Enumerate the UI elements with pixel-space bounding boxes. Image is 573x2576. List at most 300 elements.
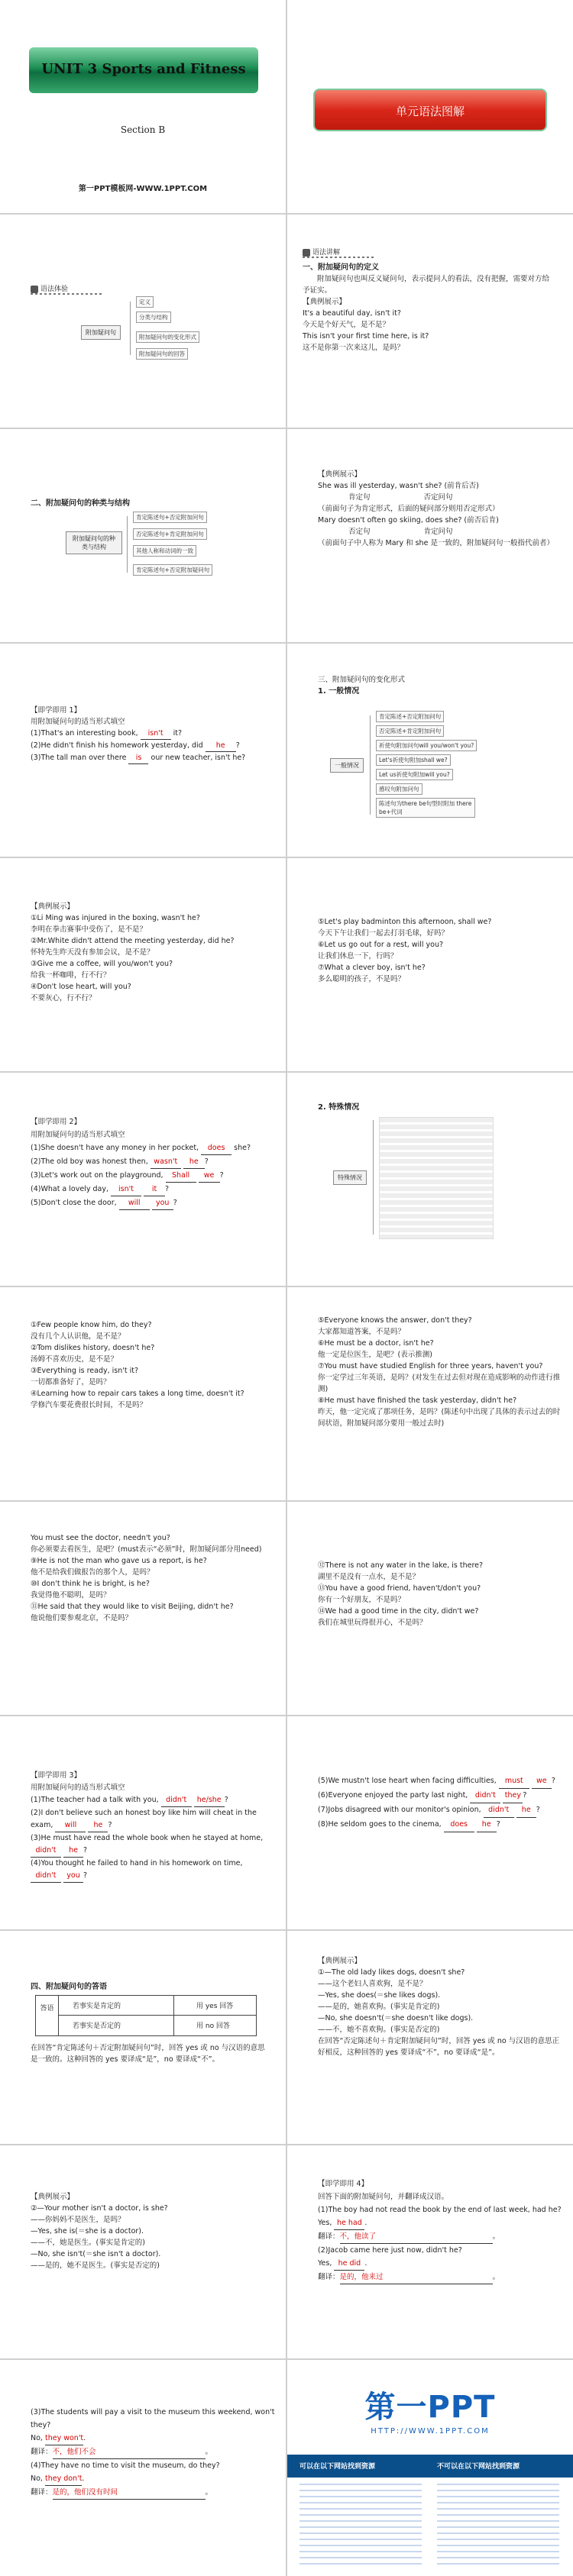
translation-line [318,2271,562,2284]
band-title: 不可以在以下网站找到资源 [437,2463,520,2471]
link-list [437,2484,559,2566]
definition-block [303,262,553,353]
example-en: She was ill yesterday, wasn't she? (前肯后否) [318,482,479,490]
q-text: (3)He must have read the whole book when he stayed at home, [31,1834,264,1842]
example-en: ①Few people know him, do they? [31,1321,152,1329]
example-en: —No, she isn't(＝she isn't a doctor). [31,2250,161,2258]
example-cn: 我觉得他不聪明，是吗？ [31,1591,111,1600]
answer: wasn't [151,1155,181,1169]
example-cn: 你一定学过三年英语，是吗？(对发生在过去但对现在造成影响的动作进行推测) [318,1374,561,1393]
translation-line [31,2486,275,2500]
band-title: 可以在以下网站找到资源 [299,2463,376,2471]
example-cn: 不要灰心，行不行？ [31,994,96,1002]
answer: he [63,1845,83,1858]
label-row [318,526,558,537]
square-icon [31,286,38,293]
info-band [287,2455,573,2478]
answer: didn't [484,1803,514,1818]
mindmap-node: 祈使句附加问句will you/won't you? [376,740,477,751]
q-text: 翻译： [31,2448,53,2456]
special-cases-diagram [379,1117,494,1239]
example-cn: 他一定是位医生，是吧？(表示推测) [318,1351,432,1359]
mindmap-center: 特殊情况 [333,1170,367,1185]
answer-table [35,1995,257,2036]
exercise-prompt: 用附加疑问句的适当形式填空 [31,718,125,726]
q-text: 翻译： [31,2488,53,2497]
example-cn: ——不，她是医生。(事实是肯定的) [31,2239,145,2247]
answer-line [318,2216,562,2230]
answer: he [183,1155,205,1169]
example-en: ②—Your mother isn't a doctor, is she? [31,2204,168,2213]
answer: Shall [166,1169,196,1183]
q-text: ? [108,1821,112,1829]
answer: they won't [45,2432,83,2445]
mindmap-node: 感叹句附加问句 [376,783,422,795]
heading: 三、附加疑问句的变化形式 [318,676,406,684]
answer: isn't [111,1183,141,1196]
example-en: ⑧He must have finished the task yesterday, didn't he? [318,1396,517,1405]
answer: 是的，他们没有时间 [53,2486,206,2500]
example-cn: 学修汽车要花费很长时间，不是吗？ [31,1401,147,1409]
table-cell: 用 no 回答 [196,2022,230,2030]
example-block [318,1315,562,1429]
mindmap-node: 附加疑问句的回答 [136,348,188,360]
q-text: ? [224,1796,228,1804]
example-en: ⑨He is not the man who gave us a report, is he? [31,1557,207,1565]
slide-general-forms [287,644,573,857]
slide-special-examples [0,1287,286,1500]
question [31,740,270,752]
question [31,1858,275,1883]
exercise-tag: 【即学即用 1】 [31,706,82,715]
answer: does [201,1141,231,1155]
mindmap-branch [127,516,128,573]
example-cn: 今天是个好天气，是不是？ [303,321,390,329]
slide-example-forms [0,858,286,1071]
example-en: ①—The old lady likes dogs, doesn't she? [318,1968,465,1977]
q-text: she? [234,1144,251,1152]
q-text: (8)He seldom goes to the cinema, [318,1820,442,1829]
slide-example-types [287,429,573,642]
q-text: it? [173,729,183,738]
answer: you [63,1870,83,1883]
slide-special-cases [287,1073,573,1286]
answer: he/she [194,1794,225,1807]
example-en: ⑤Let's play badminton this afternoon, shall we? [318,918,492,926]
example-en: ⑬You have a good friend, haven't/don't you? [318,1584,481,1593]
mindmap-center: 附加疑问句 [81,325,121,340]
example-en: ⑦You must have studied English for three years, haven't you? [318,1362,543,1370]
slide-special-examples-4 [287,1502,573,1715]
slide-example-forms-2 [287,858,573,1071]
example-cn: 大家都知道答案，不是吗？ [318,1328,406,1336]
example-en: ⑭We had a good time in the city, didn't we? [318,1607,479,1616]
example-cn: 怀特先生昨天没有参加会议，是不是？ [31,948,154,957]
example-tag: 【典例展示】 [31,2193,75,2201]
translation-line [31,2445,275,2459]
mindmap-node: 其他人称和动词的一致 [133,545,196,557]
slide-answer-example-2 [0,2145,286,2358]
example-cn: 昨天，他一定完成了那项任务，是吗？(陈述句中出现了具体的表示过去的时间状语，附加疑问部分要用一般过去时) [318,1408,561,1428]
table-cell: 用 yes 回答 [196,2003,234,2010]
slide-exercise-3 [0,1716,286,1929]
question [318,1803,562,1818]
answer: is [128,752,148,764]
mindmap-center: 一般情况 [330,758,364,773]
slide-exercise-2 [0,1073,286,1286]
square-icon [303,249,310,257]
example-en: This isn't your first time here, is it? [303,332,429,341]
question [31,1807,275,1832]
heading-block [318,674,405,697]
mindmap-node: 否定陈述句+肯定附加问句 [133,528,207,540]
example-cn: 他不是给我们做报告的那个人，是吗？ [31,1568,154,1577]
mindmap-node: Let's祈使句附加shall we? [376,754,451,766]
q-text: our new teacher, isn't he? [151,754,246,762]
banner-text: 单元语法图解 [395,105,465,118]
note-text: 在回答“肯定陈述句＋否定附加疑问句”时，回答 yes 或 no 与汉语的意思是一致的。这种回答的 yes 要译成“是”，no 要译成“不”。 [31,2044,265,2064]
heading: 2. 特殊情况 [318,1103,360,1112]
example-cn: （前面句子为肯定形式，后面的疑问部分则用否定形式） [318,505,500,513]
q-text: (2)I don't believe such an honest boy like him will cheat in the exam, [31,1809,257,1829]
mindmap-node: 附加疑问句的变化形式 [136,331,199,343]
example-cn: 多么聪明的孩子，不是吗？ [318,975,406,983]
question [31,1169,272,1183]
answer: they [503,1789,523,1803]
example-cn: 你有一个好朋友，不是吗？ [318,1596,406,1604]
table-cell: 若事实是否定的 [73,2022,121,2030]
q-text: ? [551,1777,555,1785]
exercise-tag: 【即学即用 3】 [31,1771,82,1780]
q-text: 。 [205,2488,213,2497]
exercise-block [31,705,270,764]
answer: he [88,1819,108,1832]
q-text: Yes, [318,2219,332,2227]
example-tag: 【典例展示】 [318,1957,362,1965]
example-en: ①Li Ming was injured in the boxing, wasn't he? [31,914,200,922]
example-en: ⑪He said that they would like to visit Beijing, didn't he? [31,1603,234,1611]
answer: will [119,1196,150,1210]
q-text: ? [204,1157,209,1166]
mindmap-branch [373,1120,374,1235]
example-cn: 今天下午让我们一起去打羽毛球，好吗？ [318,929,449,938]
section-tag [31,283,68,293]
answer: he [516,1803,536,1818]
slide-definition [287,215,573,428]
example-tag: 【典例展示】 [303,298,347,306]
q-text: (5)Don't close the door, [31,1199,117,1207]
example-cn: 汤姆不喜欢历史，是不是？ [31,1355,118,1364]
answer: we [532,1774,552,1789]
table-cell: 若事实是肯定的 [73,2003,121,2010]
exercise-block [318,1774,562,1832]
example-en: —Yes, she does(＝she likes dogs). [318,1991,441,2000]
answer: didn't [31,1870,61,1883]
mindmap-node: 肯定陈述+否定附加问句 [376,711,444,722]
question [31,752,270,764]
q-text: (3)The tall man over there [31,754,127,762]
q-text: 翻译： [318,2273,340,2281]
slide-exercise-1 [0,644,286,857]
title-banner [29,47,258,93]
answer: 不，他读了 [340,2230,493,2244]
question: (1)The boy had not read the book by the end of last week, had he? [318,2206,562,2214]
exercise-block [31,2406,275,2500]
unit-title: UNIT 3 Sports and Fitness [41,61,246,77]
label-affirm: 肯定句 [348,493,371,502]
section-label: Section B [120,124,166,135]
definition-text: 附加疑问句也叫反义疑问句，表示提问人的看法，没有把握，需要对方给予证实。 [303,275,550,295]
question: (3)The students will pay a visit to the museum this weekend, won't they? [31,2408,275,2429]
example-block [318,469,558,549]
question [31,1196,272,1210]
answer: you [152,1196,173,1210]
mindmap-branch [370,715,371,815]
answer: must [499,1774,529,1789]
question [31,1183,272,1196]
example-en: ⑦What a clever boy, isn't he? [318,964,426,972]
example-en: ②Mr.White didn't attend the meeting yesterday, did he? [31,937,235,945]
q-text: (3)Let's work out on the playground, [31,1171,163,1180]
example-cn: 让我们休息一下，行吗？ [318,952,398,960]
example-block [318,1955,562,2058]
subheading: 1. 一般情况 [318,687,360,696]
table-row [59,1996,256,2016]
answer: 不，他们不会 [53,2445,206,2459]
label-row [318,492,558,503]
q-text: ? [235,741,240,750]
q-text: ? [536,1806,540,1814]
link-list [299,2484,422,2566]
answer: isn't [141,728,171,740]
example-tag: 【典例展示】 [318,470,362,479]
q-text: ? [523,1791,527,1800]
heading: 四、附加疑问句的答语 [31,1983,107,1991]
example-cn: 他说他们要参观北京，不是吗？ [31,1614,133,1622]
example-en: It's a beautiful day, isn't it? [303,309,401,318]
example-en: ⑤Everyone knows the answer, don't they? [318,1316,472,1325]
slide-grammar-banner [287,0,573,213]
table-row [59,2016,256,2035]
example-block [318,1560,562,1629]
answer: does [444,1818,474,1832]
exercise-prompt: 回答下面的附加疑问句，并翻译成汉语。 [318,2193,449,2201]
question [31,1794,275,1807]
q-text: Yes, [318,2259,332,2268]
example-en: ④Learning how to repair cars takes a long time, doesn't it? [31,1390,244,1398]
mindmap-node: 定义 [136,296,154,308]
q-text: (4)What a lovely day, [31,1185,108,1193]
mindmap-node: 肯定陈述句+否定附加问句 [133,512,207,523]
example-cn: 你必须要去看医生，是吧？(must表示“必须”时，附加疑问部分用need) [31,1545,262,1554]
example-en: ⑥He must be a doctor, isn't he? [318,1339,434,1348]
question [31,1155,272,1169]
example-en: —Yes, she is(＝she is a doctor). [31,2227,144,2235]
slide-exercise-3b [287,1716,573,1929]
translation-line [318,2230,562,2244]
example-block [31,1319,275,1411]
exercise-block [31,1770,275,1883]
example-cn: 一切都准备好了，是吗？ [31,1378,111,1386]
answer: didn't [31,1845,61,1858]
section-tag [303,247,340,257]
example-en: ③Give me a coffee, will you/won't you? [31,960,173,968]
answer: didn't [470,1789,500,1803]
q-text: ? [173,1199,177,1207]
brand-logo: 第一PPT [364,2390,496,2425]
answer-line [318,2257,562,2271]
question [318,1789,562,1803]
mindmap-center: 附加疑问句的种类与结构 [66,531,122,554]
answer: didn't [161,1794,192,1807]
tag-label: 语法体验 [40,286,69,293]
answer: we [199,1169,220,1183]
answer: it [144,1183,165,1196]
example-cn: ——是的，她喜欢狗。(事实是肯定的) [318,2003,440,2011]
slide-brand [287,2360,573,2576]
example-cn: 这不是你第一次来这儿，是吗？ [303,344,405,352]
example-en: Mary doesn't often go skiing, does she? (前否后肯) [318,516,499,525]
slide-types [0,429,286,642]
example-cn: （前面句子中人称为 Mary 和 she 是一致的，附加疑问句一般指代前者） [318,539,554,547]
q-text: . [364,2259,367,2268]
slide-special-examples-3 [0,1502,286,1715]
q-text: (6)Everyone enjoyed the party last night, [318,1791,468,1800]
example-cn: 没有几个人认识他，是不是？ [31,1332,125,1341]
q-text: ? [165,1185,170,1193]
q-text: (1)That's an interesting book, [31,729,138,738]
divider [31,293,104,295]
q-text: ? [496,1820,500,1829]
q-text: (7)Jobs disagreed with our monitor's opinion, [318,1806,481,1814]
q-text: (1)The teacher had a talk with you, [31,1796,159,1804]
example-cn: 我们在城里玩得很开心，不是吗？ [318,1619,427,1627]
label-affirm-q: 肯定问句 [423,528,453,536]
note-text: 在回答“否定陈述句＋肯定附加疑问句”时，回答 yes 或 no 与汉语的意思正好相反，这种回答的 yes 要译成“不”，no 要译成“是”。 [318,2037,560,2057]
q-text: . [83,2434,86,2442]
mindmap-node: 分类与结构 [136,312,171,323]
q-text: 。 [492,2232,500,2241]
exercise-block [318,2177,562,2284]
exercise-prompt: 用附加疑问句的适当形式填空 [31,1131,125,1139]
q-text: (2)He didn't finish his homework yesterday, did [31,741,203,750]
q-text: 。 [492,2273,500,2281]
label-neg-q: 否定问句 [423,493,453,502]
mindmap-node: Let us祈使句附加will you? [376,769,453,780]
answer: he had [334,2216,364,2230]
watermark-text: 第一PPT模板网-WWW.1PPT.COM [78,185,208,193]
example-en: ⑩I don't think he is bright, is he? [31,1580,150,1588]
question [318,1774,562,1789]
mindmap-node: 陈述句为there be句型时附加 there be+代词 [376,798,475,818]
question [31,728,270,740]
example-block [31,2191,275,2271]
mindmap-node: 否定陈述+肯定附加问句 [376,725,444,737]
mindmap-branch [130,302,131,355]
q-text: (2)The old boy was honest then, [31,1157,148,1166]
slide-answer-example [287,1931,573,2144]
slide-title [0,0,286,213]
slide-exercise-4 [287,2145,573,2358]
example-cn: 给我一杯咖啡，行不行？ [31,971,111,980]
exercise-prompt: 用附加疑问句的适当形式填空 [31,1784,125,1792]
example-block [318,916,559,985]
question [31,1832,275,1858]
example-en: ④Don't lose heart, will you? [31,983,131,991]
answer-line [31,2432,275,2445]
example-en: ③Everything is ready, isn't it? [31,1367,139,1375]
slide-special-examples-2 [287,1287,573,1500]
q-text: ? [83,1871,88,1880]
brand-url: HTTP://WWW.1PPT.COM [371,2427,490,2436]
q-text: . [82,2474,85,2483]
answer: will [55,1819,86,1832]
answer-line [31,2472,275,2486]
example-cn: ——是的，她不是医生。(事实是否定的) [31,2261,160,2270]
table-header: 答语 [36,1996,59,2035]
divider [303,257,376,258]
question: (2)Jacob came here just now, didn't he? [318,2246,462,2255]
col-divider [173,1996,174,2016]
heading: 一、附加疑问句的定义 [303,263,379,272]
example-cn: 湖里不是没有一点水，是不是？ [318,1573,420,1581]
q-text: No, [31,2434,43,2442]
example-cn: ——不，她不喜欢狗。(事实是否定的) [318,2026,440,2034]
q-text: (4)You thought he failed to hand in his homework on time, [31,1859,243,1867]
exercise-tag: 【即学即用 4】 [318,2180,369,2188]
example-en: ②Tom dislikes history, doesn't he? [31,1344,155,1352]
example-tag: 【典例展示】 [31,902,75,911]
answer: he did [334,2257,364,2271]
example-en: —No, she doesn't(＝she doesn't like dogs). [318,2014,474,2022]
red-banner [313,89,547,131]
slide-exercise-4b [0,2360,286,2576]
question [31,1141,272,1155]
mindmap-node: 肯定陈述句+否定附加疑问句 [133,564,212,576]
example-block [31,1532,275,1624]
slide-answers [0,1931,286,2144]
example-cn: ——这个老妇人喜欢狗，是不是？ [318,1980,427,1988]
example-cn: ——你妈妈不是医生，是吗？ [31,2216,125,2224]
heading: 二、附加疑问句的种类与结构 [31,499,130,508]
q-text: ? [83,1846,88,1855]
col-divider [173,2016,174,2035]
q-text: (1)She doesn't have any money in her pocket, [31,1144,199,1152]
example-en: You must see the doctor, needn't you? [31,1534,170,1542]
example-block [31,901,272,1004]
answer: he [206,740,236,752]
label-neg: 否定句 [348,528,371,536]
example-cn: 李明在拳击赛事中受伤了，是不是？ [31,925,147,934]
exercise-tag: 【即学即用 2】 [31,1118,82,1126]
q-text: ? [219,1171,224,1180]
question: (4)They have no time to visit the museum, do they? [31,2461,220,2470]
slide-grammar-experience [0,215,286,428]
q-text: . [364,2219,367,2227]
q-text: No, [31,2474,43,2483]
answer: 是的，他来过 [340,2271,493,2284]
answer: he [477,1818,497,1832]
q-text: 。 [205,2448,213,2456]
example-en: ⑥Let us go out for a rest, will you? [318,941,444,949]
answer: they don't [45,2472,82,2486]
exercise-block [31,1115,272,1210]
q-text: (5)We mustn't lose heart when facing difficulties, [318,1777,497,1785]
question [318,1818,562,1832]
example-en: ⑫There is not any water in the lake, is there? [318,1561,484,1570]
tag-label: 语法讲解 [312,249,341,257]
q-text: 翻译： [318,2232,340,2241]
